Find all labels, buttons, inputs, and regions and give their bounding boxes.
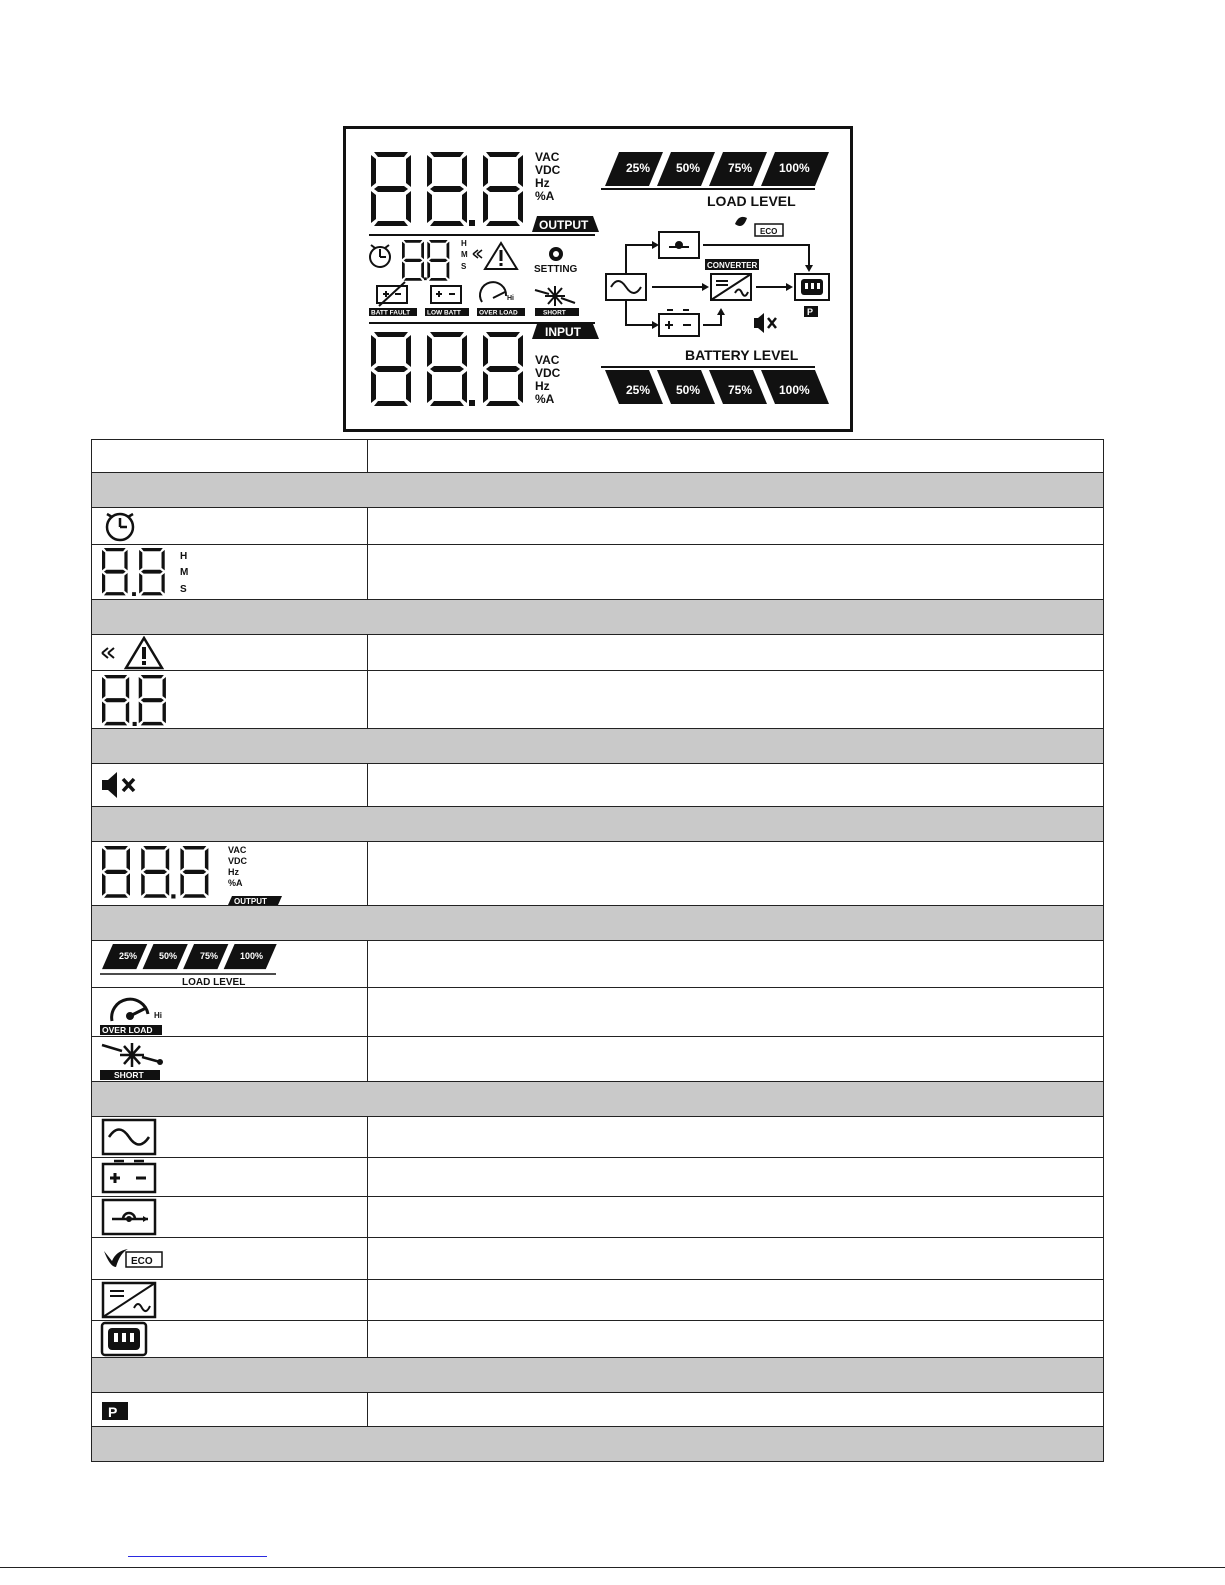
footer-link-underline[interactable] xyxy=(128,1556,267,1557)
timer-digits-icon xyxy=(100,545,200,599)
table-row xyxy=(92,1238,1104,1280)
parallel-icon xyxy=(100,1395,140,1425)
legend-load-seg-75: 75% xyxy=(200,951,219,961)
fault-code-digits-icon xyxy=(100,672,180,728)
load-seg-50: 50% xyxy=(676,161,701,175)
input-unit-vac: VAC xyxy=(535,353,560,367)
output-tag: OUTPUT xyxy=(539,218,589,232)
overload-icon xyxy=(100,988,180,1036)
legend-overload-hi: Hi xyxy=(154,1011,162,1020)
table-row xyxy=(92,508,1104,545)
input-unit-vdc: VDC xyxy=(535,366,561,380)
footer-rule xyxy=(0,1567,1225,1568)
legend-output-tag: OUTPUT xyxy=(234,896,267,905)
section-row xyxy=(92,807,1104,842)
section-row xyxy=(92,906,1104,941)
legend-short-label: SHORT xyxy=(114,1070,144,1080)
output-unit-hz: Hz xyxy=(535,176,550,190)
bypass-icon xyxy=(100,1197,160,1237)
table-row xyxy=(92,1117,1104,1158)
battery-seg-75: 75% xyxy=(728,383,753,397)
parallel-label: P xyxy=(807,307,814,317)
output-unit-vac: VAC xyxy=(535,150,560,164)
status-overload: OVER LOAD xyxy=(479,309,518,317)
status-batt-fault: BATT FAULT xyxy=(371,309,411,317)
load-seg-75: 75% xyxy=(728,161,753,175)
section-row xyxy=(92,1358,1104,1393)
warning-icon xyxy=(100,636,170,670)
table-row xyxy=(92,635,1104,671)
legend-parallel-label: P xyxy=(108,1403,118,1420)
converter-icon xyxy=(100,1280,160,1320)
battery-seg-25: 25% xyxy=(626,383,651,397)
legend-timer-unit-m: M xyxy=(180,567,189,578)
load-seg-25: 25% xyxy=(626,161,651,175)
table-row xyxy=(92,1393,1104,1427)
output-unit-vdc: VDC xyxy=(535,163,561,177)
timer-unit-s: S xyxy=(461,262,467,271)
mute-icon xyxy=(100,765,144,805)
battery-level-label: BATTERY LEVEL xyxy=(685,347,799,363)
output-socket-icon xyxy=(100,1321,150,1357)
table-row xyxy=(92,1280,1104,1321)
battery-seg-100: 100% xyxy=(779,383,810,397)
status-short: SHORT xyxy=(543,309,566,317)
table-header-row xyxy=(92,440,1104,473)
table-row xyxy=(92,1037,1104,1082)
eco-label: ECO xyxy=(760,227,778,236)
load-level-label: LOAD LEVEL xyxy=(707,193,796,209)
setting-label: SETTING xyxy=(534,264,578,275)
alarm-clock-icon xyxy=(100,508,144,544)
overload-hi: Hi xyxy=(507,295,514,302)
timer-unit-h: H xyxy=(461,239,467,248)
section-row xyxy=(92,600,1104,635)
legend-load-seg-25: 25% xyxy=(119,951,138,961)
setting-gear-icon xyxy=(549,247,563,261)
legend-table xyxy=(91,439,1104,1462)
converter-label: CONVERTER xyxy=(707,261,758,270)
timer-unit-m: M xyxy=(461,250,468,259)
legend-eco-label: ECO xyxy=(131,1255,153,1267)
input-unit-hz: Hz xyxy=(535,379,550,393)
table-row xyxy=(92,1197,1104,1238)
table-row xyxy=(92,545,1104,600)
legend-load-seg-100: 100% xyxy=(240,951,264,961)
table-row xyxy=(92,988,1104,1037)
legend-load-level-label: LOAD LEVEL xyxy=(182,977,246,987)
load-level-bar-icon xyxy=(100,941,290,987)
legend-timer-unit-s: S xyxy=(180,584,187,595)
short-circuit-icon xyxy=(100,1037,170,1081)
lcd-panel xyxy=(343,126,853,432)
legend-timer-unit-h: H xyxy=(180,551,188,562)
legend-output-unit-hz: Hz xyxy=(228,866,239,877)
legend-overload-label: OVER LOAD xyxy=(102,1025,153,1035)
legend-output-unit-vac: VAC xyxy=(228,844,247,855)
input-unit-pa: %A xyxy=(535,392,555,406)
section-row xyxy=(92,1427,1104,1462)
output-readout-icon xyxy=(100,843,290,905)
table-row xyxy=(92,842,1104,906)
input-tag: INPUT xyxy=(545,325,581,339)
section-row xyxy=(92,473,1104,508)
ac-input-icon xyxy=(100,1117,160,1157)
eco-icon xyxy=(100,1239,170,1279)
table-row xyxy=(92,764,1104,807)
table-row xyxy=(92,1321,1104,1358)
load-seg-100: 100% xyxy=(779,161,810,175)
status-low-batt: LOW BATT xyxy=(427,309,461,317)
section-row xyxy=(92,1082,1104,1117)
table-row xyxy=(92,671,1104,729)
legend-load-seg-50: 50% xyxy=(159,951,178,961)
section-row xyxy=(92,729,1104,764)
table-row xyxy=(92,1158,1104,1197)
legend-output-unit-pa: %A xyxy=(228,877,243,888)
output-unit-pa: %A xyxy=(535,189,555,203)
legend-output-unit-vdc: VDC xyxy=(228,855,248,866)
battery-icon xyxy=(100,1158,160,1196)
battery-seg-50: 50% xyxy=(676,383,701,397)
table-row xyxy=(92,941,1104,988)
